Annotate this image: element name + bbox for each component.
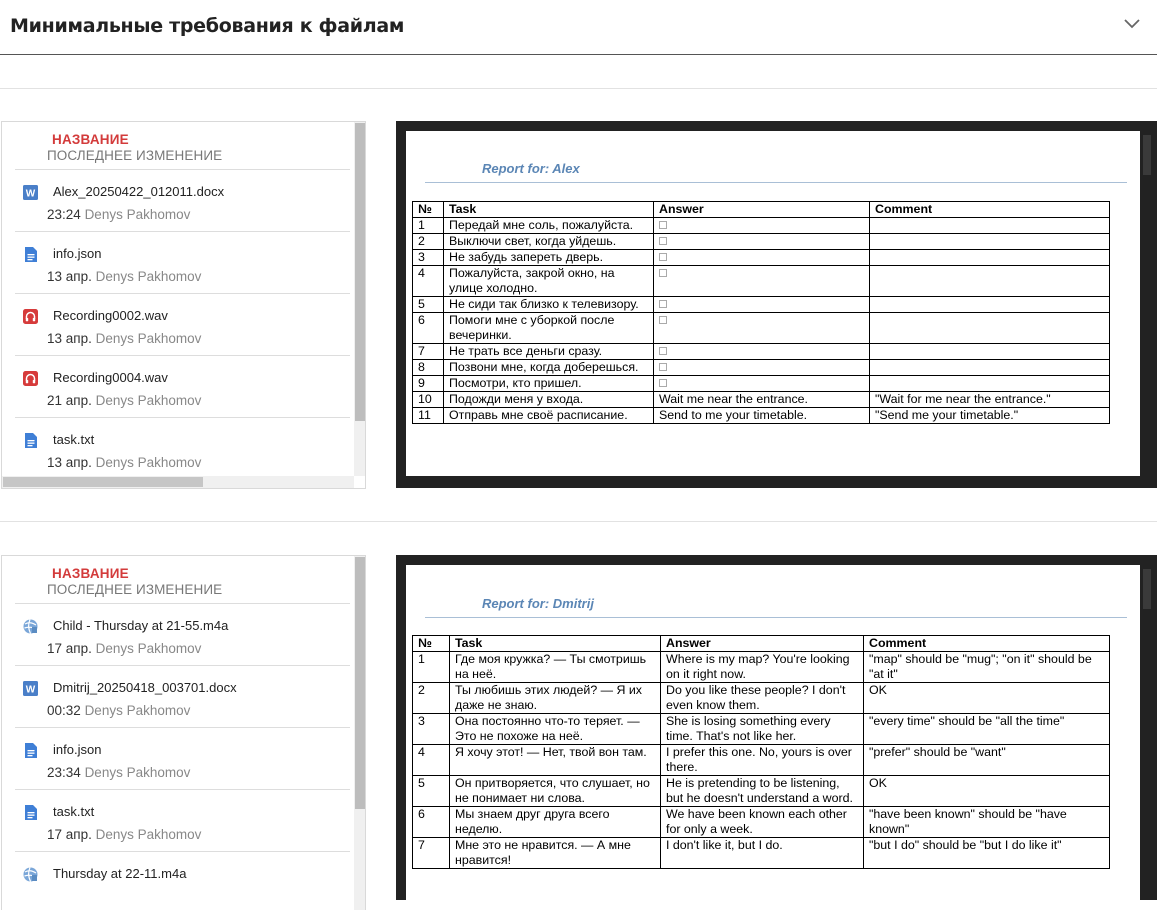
file-list[interactable]: [1, 121, 366, 489]
file-list-header: [2, 122, 352, 170]
vertical-scrollbar[interactable]: [354, 122, 366, 476]
report-table: [412, 635, 1110, 869]
file-name[interactable]: Alex_20250422_012011.docx: [53, 184, 225, 199]
file-name[interactable]: info.json: [53, 742, 102, 757]
table-row: 6 Мы знаем друг друга всего неделю. We have been known each other for only a week. "have been known" should be "have known": [413, 807, 1110, 838]
section-header[interactable]: [0, 0, 1157, 55]
column-name[interactable]: НАЗВАНИЕ: [52, 566, 129, 581]
audio-file-icon: [22, 370, 39, 387]
table-row: 3 Не забудь запереть дверь.: [413, 250, 1110, 266]
file-list-header: [2, 556, 352, 604]
preview-scrollbar[interactable]: [1143, 569, 1151, 609]
divider: [0, 521, 1157, 522]
checkbox-placeholder-icon: [654, 344, 870, 360]
column-last-modified[interactable]: ПОСЛЕДНЕЕ ИЗМЕНЕНИЕ: [47, 148, 223, 163]
column-last-modified[interactable]: ПОСЛЕДНЕЕ ИЗМЕНЕНИЕ: [47, 582, 223, 597]
table-row: 2 Ты любишь этих людей? — Я их даже не знаю. Do you like these people? I don't even know them. OK: [413, 683, 1110, 714]
table-row: 3 Она постоянно что-то теряет. — Это не похоже на неё. She is losing something every time. That's not like her. "every time" should be "all the time": [413, 714, 1110, 745]
text-file-icon: [22, 742, 39, 759]
section-title: Минимальные требования к файлам: [10, 15, 405, 37]
text-file-icon: [22, 246, 39, 263]
column-header: Comment: [870, 202, 1110, 218]
text-file-icon: [22, 432, 39, 449]
checkbox-placeholder-icon: [654, 313, 870, 344]
table-row: 8 Позвони мне, когда доберешься.: [413, 360, 1110, 376]
file-meta: 13 апр. Denys Pakhomov: [47, 269, 202, 284]
report-title: Report for: Alex: [482, 161, 580, 176]
table-row: 4 Пожалуйста, закрой окно, на улице холодно.: [413, 266, 1110, 297]
file-item[interactable]: [2, 356, 352, 418]
table-row: 10 Подожди меня у входа. Wait me near the entrance. "Wait for me near the entrance.": [413, 392, 1110, 408]
checkbox-placeholder-icon: [654, 234, 870, 250]
file-name[interactable]: Child - Thursday at 21-55.m4a: [53, 618, 229, 633]
file-meta: 17 апр. Denys Pakhomov: [47, 641, 202, 656]
chevron-down-icon[interactable]: [1122, 14, 1142, 34]
table-row: 5 Он притворяется, что слушает, но не понимает ни слова. He is pretending to be listening, but he doesn't understand a word. OK: [413, 776, 1110, 807]
column-header: Answer: [661, 636, 864, 652]
preview-scrollbar[interactable]: [1143, 135, 1151, 175]
file-name[interactable]: task.txt: [53, 804, 95, 819]
table-row: 7 Не трать все деньги сразу.: [413, 344, 1110, 360]
file-item[interactable]: [2, 294, 352, 356]
checkbox-placeholder-icon: [654, 297, 870, 313]
word-doc-icon: [22, 184, 39, 201]
file-name[interactable]: Recording0002.wav: [53, 308, 168, 323]
file-meta: 23:34 Denys Pakhomov: [47, 765, 191, 780]
file-item[interactable]: [2, 790, 352, 852]
report-title: Report for: Dmitrij: [482, 596, 594, 611]
media-file-icon: [22, 618, 39, 635]
file-item[interactable]: [2, 666, 352, 728]
file-meta: 00:32 Denys Pakhomov: [47, 703, 191, 718]
document-page: [406, 565, 1140, 900]
file-meta: 13 апр. Denys Pakhomov: [47, 455, 202, 470]
horizontal-scrollbar[interactable]: [2, 476, 354, 488]
file-name[interactable]: Dmitrij_20250418_003701.docx: [53, 680, 237, 695]
checkbox-placeholder-icon: [654, 250, 870, 266]
table-row: 1 Где моя кружка? — Ты смотришь на неё. Where is my map? You're looking on it right now. "map" should be "mug"; "on it" should be "at it": [413, 652, 1110, 683]
file-name[interactable]: Thursday at 22-11.m4a: [53, 866, 187, 881]
divider: [0, 88, 1157, 89]
column-header: Comment: [864, 636, 1110, 652]
document-preview[interactable]: [396, 121, 1157, 488]
file-meta: 13 апр. Denys Pakhomov: [47, 331, 202, 346]
file-meta: 23:24 Denys Pakhomov: [47, 207, 191, 222]
svg-text:W: W: [25, 684, 36, 696]
table-row: 6 Помоги мне с уборкой после вечеринки.: [413, 313, 1110, 344]
file-item[interactable]: [2, 232, 352, 294]
file-list[interactable]: [1, 555, 366, 910]
vertical-scrollbar[interactable]: [354, 556, 366, 910]
table-row: 4 Я хочу этот! — Нет, твой вон там. I prefer this one. No, yours is over there. "prefer" should be "want": [413, 745, 1110, 776]
checkbox-placeholder-icon: [654, 266, 870, 297]
column-header: Task: [450, 636, 661, 652]
document-page: [406, 131, 1140, 476]
table-row: 1 Передай мне соль, пожалуйста.: [413, 218, 1110, 234]
file-item[interactable]: [2, 604, 352, 666]
column-header: №: [413, 202, 444, 218]
file-item[interactable]: [2, 418, 352, 480]
file-name[interactable]: Recording0004.wav: [53, 370, 168, 385]
word-doc-icon: [22, 680, 39, 697]
file-meta: 17 апр. Denys Pakhomov: [47, 827, 202, 842]
file-meta: 21 апр. Denys Pakhomov: [47, 393, 202, 408]
table-row: 11 Отправь мне своё расписание. Send to me your timetable. "Send me your timetable.": [413, 408, 1110, 424]
column-header: №: [413, 636, 450, 652]
file-name[interactable]: task.txt: [53, 432, 95, 447]
file-item[interactable]: [2, 728, 352, 790]
table-row: 5 Не сиди так близко к телевизору.: [413, 297, 1110, 313]
checkbox-placeholder-icon: [654, 376, 870, 392]
svg-text:W: W: [25, 188, 36, 200]
report-table: [412, 201, 1110, 424]
checkbox-placeholder-icon: [654, 218, 870, 234]
column-header: Answer: [654, 202, 870, 218]
file-name[interactable]: info.json: [53, 246, 102, 261]
column-name[interactable]: НАЗВАНИЕ: [52, 132, 129, 147]
table-row: 9 Посмотри, кто пришел.: [413, 376, 1110, 392]
table-header-row: [413, 202, 1110, 218]
table-header-row: [413, 636, 1110, 652]
table-row: 7 Мне это не нравится. — А мне нравится! I don't like it, but I do. "but I do" should be "but I do like it": [413, 838, 1110, 869]
file-item[interactable]: [2, 170, 352, 232]
text-file-icon: [22, 804, 39, 821]
column-header: Task: [444, 202, 654, 218]
file-item[interactable]: [2, 852, 352, 910]
audio-file-icon: [22, 308, 39, 325]
table-row: 2 Выключи свет, когда уйдешь.: [413, 234, 1110, 250]
checkbox-placeholder-icon: [654, 360, 870, 376]
document-preview[interactable]: [396, 555, 1157, 900]
media-file-icon: [22, 866, 39, 883]
